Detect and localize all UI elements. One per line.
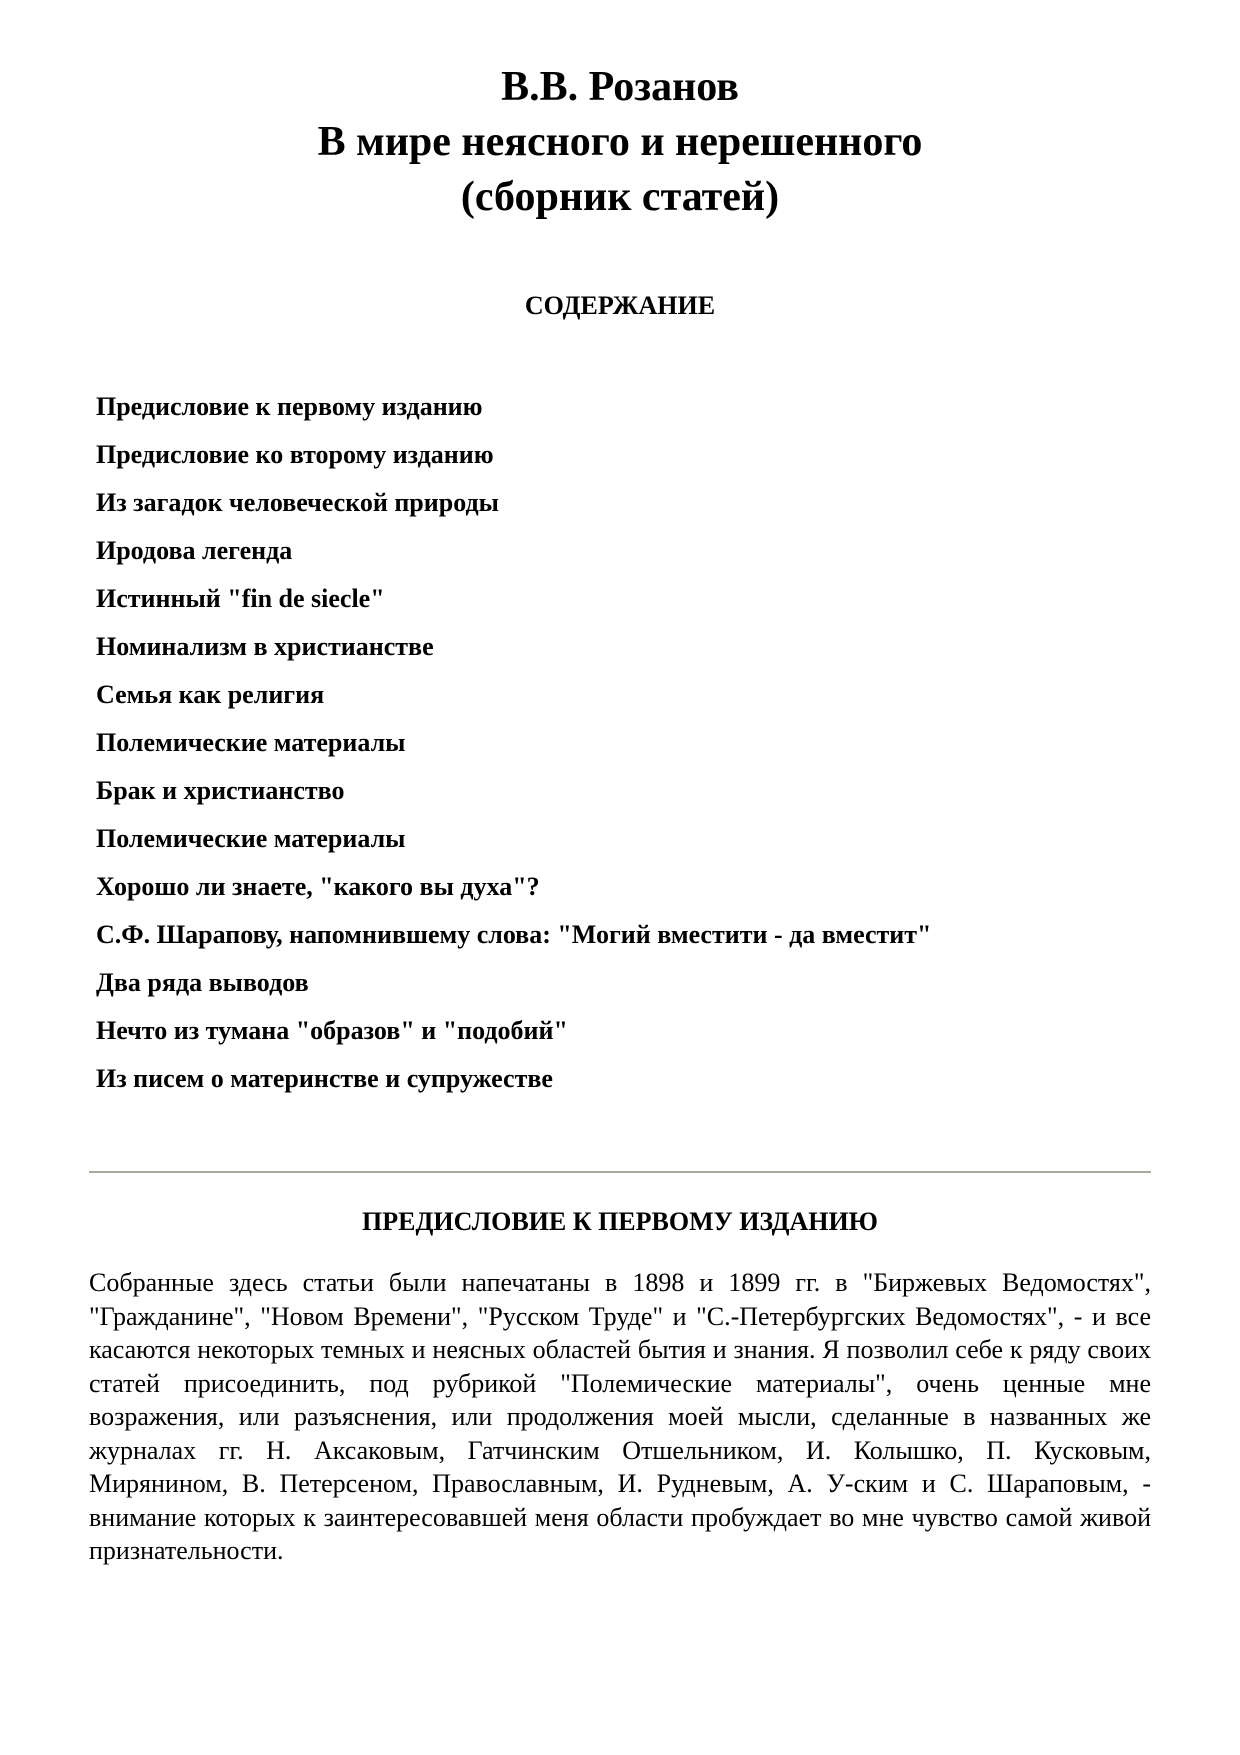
toc-item xyxy=(96,776,931,824)
toc-link[interactable]: Полемические материалы xyxy=(96,824,406,853)
title-author: В.В. Розанов xyxy=(501,64,739,110)
toc-item xyxy=(96,392,931,440)
toc-item xyxy=(96,584,931,632)
toc-link[interactable]: Предисловие ко второму изданию xyxy=(96,440,494,469)
toc-item xyxy=(96,920,931,968)
toc-item xyxy=(96,872,931,920)
title-subtitle: (сборник статей) xyxy=(460,174,780,220)
toc-item xyxy=(96,728,931,776)
toc-link[interactable]: Из загадок человеческой природы xyxy=(96,488,499,517)
toc-link[interactable]: Номинализм в христианстве xyxy=(96,632,434,661)
toc-link[interactable]: Истинный "fin de siecle" xyxy=(96,584,385,613)
toc-link[interactable]: Предисловие к первому изданию xyxy=(96,392,483,421)
toc-item xyxy=(96,1016,931,1064)
toc-item xyxy=(96,824,931,872)
toc-link[interactable]: Полемические материалы xyxy=(96,728,406,757)
toc-item xyxy=(96,968,931,1016)
toc-link[interactable]: Из писем о материнстве и супружестве xyxy=(96,1064,553,1093)
toc-item xyxy=(96,680,931,728)
toc-link[interactable]: Семья как религия xyxy=(96,680,325,709)
toc-item xyxy=(96,488,931,536)
toc-list xyxy=(96,392,931,1112)
title-main: В мире неясного и нерешенного xyxy=(317,119,923,165)
toc-item xyxy=(96,1064,931,1112)
toc-link[interactable]: Брак и христианство xyxy=(96,776,345,805)
document-title xyxy=(0,60,1240,225)
toc-link[interactable]: Два ряда выводов xyxy=(96,968,309,997)
toc-heading: СОДЕРЖАНИЕ xyxy=(524,291,716,320)
toc-link[interactable]: С.Ф. Шарапову, напомнившему слова: "Могий вместити - да вместит" xyxy=(96,920,932,949)
preface-paragraph: Собранные здесь статьи были напечатаны в 1898 и 1899 гг. в "Биржевых Ведомостях", "Гражданине", "Новом Времени", "Русском Труде" и "С.-Петербургских Ведомостях", - и все касаются некоторых темных и неясных областей бытия и знания. Я позволил себе к ряду своих статей присоединить, под рубрикой "Полемические материалы", очень ценные мне возражения, или разъяснения, или продолжения моей мысли, сделанные в названных же журналах гг. Н. Аксаковым, Гатчинским Отшельником, И. Колышко, П. Кусковым, Мирянином, В. Петерсеном, Православным, И. Рудневым, А. У-ским и С. Шараповым, - внимание которых к заинтересовавшей меня области пробуждает во мне чувство самой живой признательности. xyxy=(89,1268,1151,1565)
toc-item xyxy=(96,632,931,680)
section-heading: ПРЕДИСЛОВИЕ К ПЕРВОМУ ИЗДАНИЮ xyxy=(362,1207,878,1236)
toc-link[interactable]: Хорошо ли знаете, "какого вы духа"? xyxy=(96,872,540,901)
toc-link[interactable]: Иродова легенда xyxy=(96,536,293,565)
section-divider xyxy=(89,1171,1151,1173)
toc-item xyxy=(96,536,931,584)
toc-item xyxy=(96,440,931,488)
toc-link[interactable]: Нечто из тумана "образов" и "подобий" xyxy=(96,1016,568,1045)
